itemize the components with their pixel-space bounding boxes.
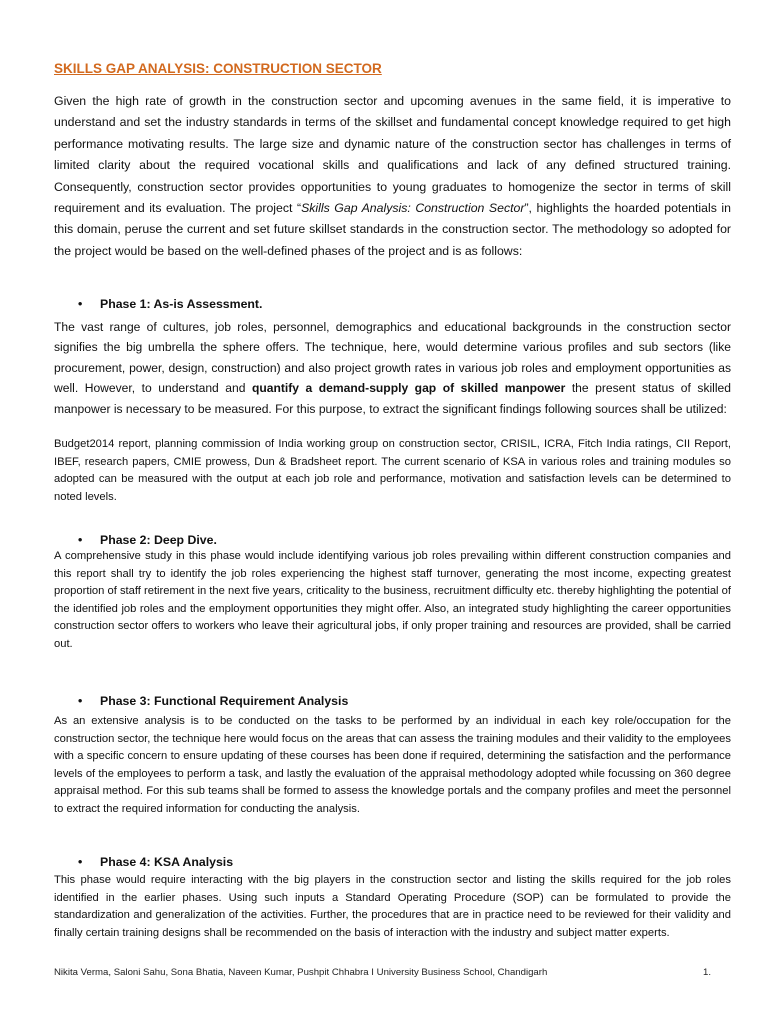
phase3-heading xyxy=(78,694,348,708)
page-number: 1. xyxy=(703,967,712,978)
phase1-emphasis: quantify a demand-supply gap of skilled manpower xyxy=(252,381,566,396)
phase1-text-a: The vast range of cultures, job roles, personnel, demographics and educational backgrounds in the construction sector signifies the big umbrella the sphere offers. The technique, here, would determine various profiles and sub sectors (like procurement, power, design, construction) and also project growth rates in various job roles and employment opportunities as well. However, to understand and xyxy=(54,320,731,396)
phase1-text-b: the present status of skilled manpower is necessary to be measured. For this purpose, to extract the significant findings following sources shall be utilized: xyxy=(54,381,732,416)
phase2-paragraph: A comprehensive study in this phase would include identifying various job roles prevailing within different construction companies and this report shall try to identify the job roles experiencing the highest staff turnover, generating the most income, expecting greatest proportion of staff retirement in the next five years, criticality to the business, recruitment difficulty etc. thereby highlighting the potential of the identified job roles and the employment opportunities they might offer. Also, an integrated study highlighting the career opportunities construction sector offers to workers who leave their agricultural jobs, if only proper training and resources are provided, shall be carried out. xyxy=(54,550,731,650)
phase2-heading xyxy=(78,533,217,547)
intro-text-end: ”, highlights the hoarded potentials in this domain, peruse the current and set future skillset standards in the construction sector. The methodology so adopted for the project would be based on the well-defined phases of the project and is as follows: xyxy=(54,201,731,258)
phase4-title: Phase 4: KSA Analysis xyxy=(100,855,234,869)
phase4-paragraph: This phase would require interacting with the big players in the construction sector and listing the skills required for the job roles identified in the earlier phases. Using such inputs a Standard Operating Procedure (SOP) can be formulated to provide the standardization and generalization of the activities. Further, the procedures that are in practice need to be reviewed for their validity and finally certain training designs shall be recommended on the basis of interaction with the industry and subject matter experts. xyxy=(54,874,731,939)
footer-authors: Nikita Verma, Saloni Sahu, Sona Bhatia, Naveen Kumar, Pushpit Chhabra I University Business School, Chandigarh xyxy=(54,967,548,978)
phase1-title: Phase 1: As-is Assessment. xyxy=(100,297,263,311)
intro-text-start: Given the high rate of growth in the construction sector and upcoming avenues in the same field, it is imperative to understand and set the industry standards in terms of the skillset and fundamental concept knowledge required to get high performance motivating results. The large size and dynamic nature of the construction sector has challenges in terms of limited clarity about the required vocational skills and qualifications and lack of any defined structured training. Consequently, construction sector provides opportunities to young graduates to homogenize the sector in terms of skill requirement and its evaluation. The project “ xyxy=(54,94,731,216)
bullet-icon: • xyxy=(78,533,83,547)
phase1-text-c: Budget2014 report, planning commission of India working group on construction sector, CRISIL, ICRA, Fitch India ratings, CII Report, IBEF, research papers, CMIE prowess, Dun & Bradsheet report. The current scenario of KSA in various roles and training modules so adopted can be measured with the output at each job role and performance, motivation and satisfaction levels can be determined to noted levels. xyxy=(54,438,731,503)
bullet-icon: • xyxy=(78,694,83,708)
phase1-paragraph xyxy=(54,317,731,419)
phase4-heading xyxy=(78,855,233,869)
bullet-icon: • xyxy=(78,855,83,869)
intro-paragraph xyxy=(54,91,731,262)
phase2-title: Phase 2: Deep Dive. xyxy=(100,533,217,547)
phase1-sources-paragraph xyxy=(54,436,731,506)
project-name: Skills Gap Analysis: Construction Sector xyxy=(301,201,525,216)
bullet-icon: • xyxy=(78,297,83,311)
phase3-title: Phase 3: Functional Requirement Analysis xyxy=(100,694,349,708)
phase1-heading xyxy=(78,297,262,311)
phase3-paragraph: As an extensive analysis is to be conducted on the tasks to be performed by an individual in each key role/occupation for the construction sector, the technique here would focus on the areas that can assess the training modules and their validity to the employees with a specific concern to ensure updating of these courses has been done if required, determining the satisfaction and the performance levels of the employees to perform a task, and lastly the evaluation of the appraisal methodology adopted while focussing on 360 degree appraisal method. For this sub teams shall be formed to assess the knowledge portals and the company profiles and meet the personnel to extract the required information for conducting the analysis. xyxy=(54,715,731,815)
document-title: SKILLS GAP ANALYSIS: CONSTRUCTION SECTOR xyxy=(54,61,382,76)
